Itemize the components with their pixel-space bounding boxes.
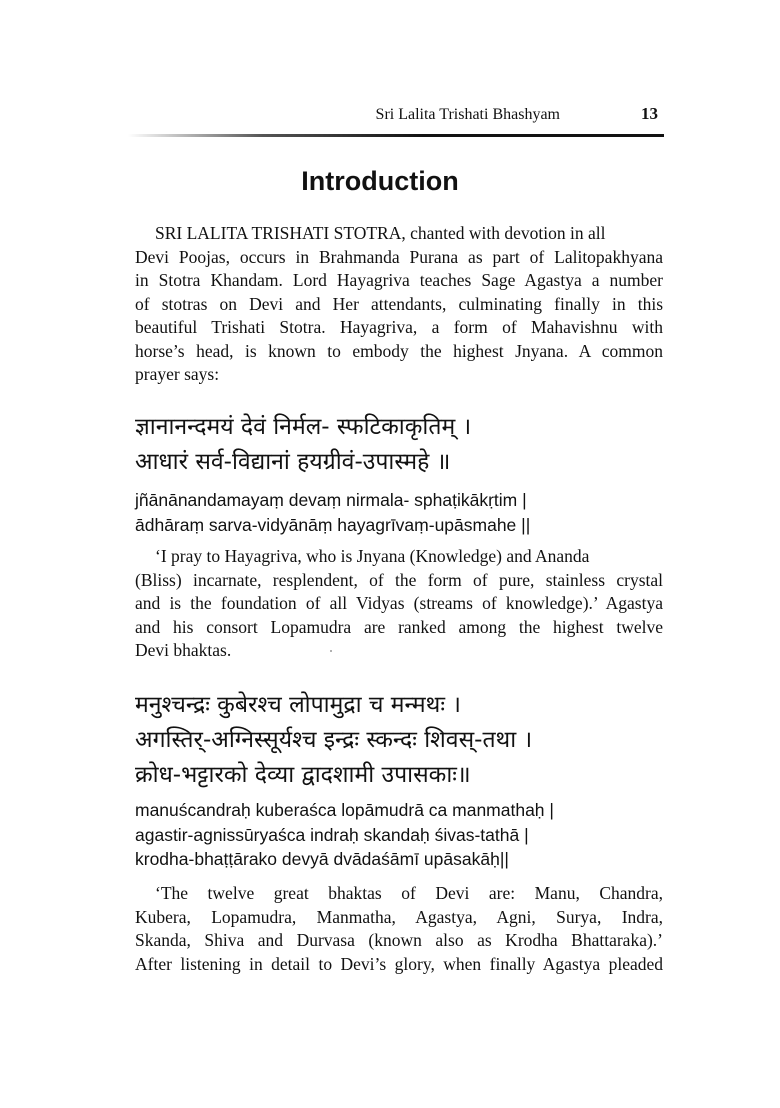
page-speck	[330, 650, 332, 652]
verse-line: krodha-bhaṭṭārako devyā dvādaśāmī upāsakāḥ||	[135, 849, 509, 869]
text-line: prayer says:	[135, 364, 220, 384]
text-line: ‘The twelve great bhaktas of Devi are: Manu, Chandra,	[155, 883, 663, 903]
text-line: and is the foundation of all Vidyas (streams of knowledge).’ Agastya	[135, 593, 663, 613]
text-line: Devi bhaktas.	[135, 640, 232, 660]
verse-bhaktas-transliteration	[135, 798, 675, 872]
verse-bhaktas-devanagari	[135, 688, 675, 793]
verse-line: ज्ञानानन्दमयं देवं निर्मल- स्फटिकाकृतिम् ।	[135, 414, 472, 440]
text-line: in Stotra Khandam. Lord Hayagriva teaches Sage Agastya a number	[135, 270, 663, 290]
text-line: ‘I pray to Hayagriva, who is Jnyana (Knowledge) and Ananda	[155, 546, 590, 566]
verse-line: अगस्तिर्-अग्निस्सूर्यश्च इन्द्रः स्कन्दः शिवस्-तथा ।	[135, 727, 533, 753]
verse-line: क्रोध-भट्टारको देव्या द्वादशामी उपासकाः॥	[135, 762, 471, 788]
text-line: of stotras on Devi and Her attendants, culminating finally in this	[135, 293, 663, 314]
text-line: and his consort Lopamudra are ranked among the highest twelve	[135, 616, 663, 637]
paragraph-translation-2	[135, 882, 663, 976]
text-line: Kubera, Lopamudra, Manmatha, Agastya, Agni, Surya, Indra,	[135, 906, 663, 927]
running-title: Sri Lalita Trishati Bhashyam	[375, 106, 560, 123]
text-line: horse’s head, is known to embody the highest Jnyana. A common	[135, 340, 663, 361]
verse-hayagriva-devanagari	[135, 410, 675, 480]
verse-line: ādhāraṃ sarva-vidyānāṃ hayagrīvaṃ-upāsmahe ||	[135, 514, 531, 535]
text-line: (Bliss) incarnate, resplendent, of the form of pure, stainless crystal	[135, 569, 663, 590]
text-line: Devi Poojas, occurs in Brahmanda Purana as part of Lalitopakhyana	[135, 246, 663, 267]
verse-line: jñānānandamayaṃ devaṃ nirmala- sphaṭikākṛtim |	[135, 490, 527, 510]
verse-hayagriva-transliteration	[135, 488, 675, 537]
verse-line: आधारं सर्व-विद्यानां हयग्रीवं-उपास्महे ॥	[135, 449, 451, 475]
text-line: Skanda, Shiva and Durvasa (known also as Krodha Bhattaraka).’	[135, 930, 663, 950]
verse-line: manuścandraḥ kuberaśca lopāmudrā ca manmathaḥ |	[135, 800, 554, 820]
chapter-title: Introduction	[301, 166, 459, 196]
text-line: After listening in detail to Devi’s glory, when finally Agastya pleaded	[135, 953, 663, 974]
paragraph-translation-1	[135, 545, 663, 663]
text-line: beautiful Trishati Stotra. Hayagriva, a form of Mahavishnu with	[135, 317, 663, 337]
running-header	[128, 96, 664, 138]
verse-line: agastir-agnissūryaśca indraḥ skandaḥ śivas-tathā |	[135, 824, 529, 845]
paragraph-intro	[135, 222, 663, 387]
text-line: SRI LALITA TRISHATI STOTRA, chanted with devotion in all	[155, 223, 606, 243]
header-rule	[128, 134, 664, 137]
page-number: 13	[641, 104, 658, 123]
verse-line: मनुश्चन्द्रः कुबेरश्च लोपामुद्रा च मन्मथः ।	[135, 692, 461, 718]
